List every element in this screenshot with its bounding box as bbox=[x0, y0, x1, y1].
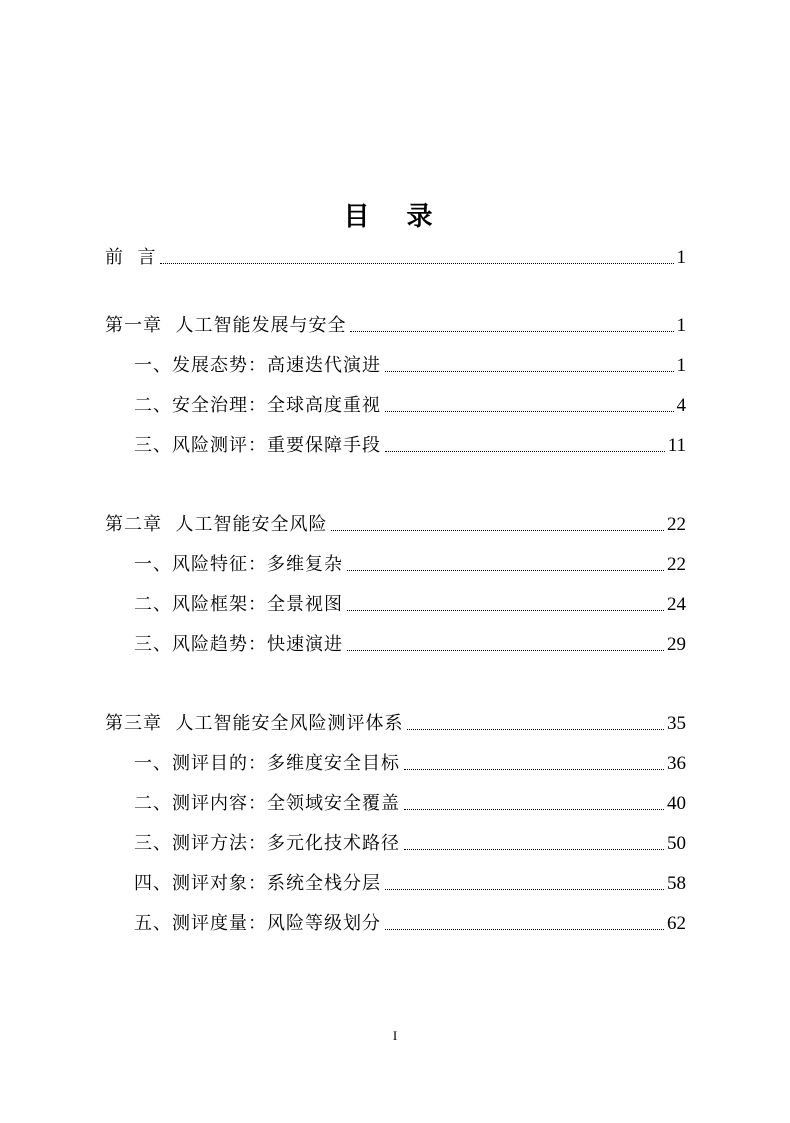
entry-page: 11 bbox=[667, 435, 686, 456]
leader-dots bbox=[385, 451, 665, 452]
toc-entry-chapter-2[interactable] bbox=[105, 512, 686, 538]
entry-page: 29 bbox=[667, 634, 686, 655]
page-number: I bbox=[392, 1028, 398, 1043]
leader-dots bbox=[385, 929, 664, 930]
toc-entry-section[interactable] bbox=[134, 393, 686, 419]
toc-entry-section[interactable] bbox=[134, 552, 686, 578]
leader-dots bbox=[385, 411, 674, 412]
entry-label: 五、测评度量：风险等级划分 bbox=[134, 913, 381, 934]
entry-page: 1 bbox=[676, 355, 686, 376]
toc-entry-section[interactable] bbox=[134, 751, 686, 777]
toc-entry-section[interactable] bbox=[134, 632, 686, 658]
entry-page: 40 bbox=[667, 793, 686, 814]
toc-entry-section[interactable] bbox=[134, 791, 686, 817]
toc-entry-preface[interactable] bbox=[105, 245, 686, 271]
leader-dots bbox=[404, 769, 664, 770]
entry-page: 58 bbox=[667, 873, 686, 894]
entry-page: 1 bbox=[676, 315, 686, 336]
entry-page: 35 bbox=[667, 713, 686, 734]
entry-label: 一、发展态势：高速迭代演进 bbox=[134, 355, 381, 376]
leader-dots bbox=[407, 729, 664, 730]
entry-label: 一、测评目的：多维度安全目标 bbox=[134, 753, 400, 774]
toc-title: 目 录 bbox=[343, 202, 447, 232]
entry-page: 36 bbox=[667, 753, 686, 774]
entry-label: 三、测评方法：多元化技术路径 bbox=[134, 833, 400, 854]
entry-page: 22 bbox=[667, 554, 686, 575]
entry-label: 二、安全治理：全球高度重视 bbox=[134, 395, 381, 416]
entry-page: 62 bbox=[667, 913, 686, 934]
toc-entry-section[interactable] bbox=[134, 911, 686, 937]
leader-dots bbox=[347, 570, 664, 571]
leader-dots bbox=[385, 371, 674, 372]
entry-label: 前 言 bbox=[105, 247, 157, 268]
toc-entry-section[interactable] bbox=[134, 433, 686, 459]
toc-entry-chapter-1[interactable] bbox=[105, 313, 686, 339]
leader-dots bbox=[404, 809, 664, 810]
entry-label: 第二章 人工智能安全风险 bbox=[105, 514, 328, 535]
entry-label: 二、风险框架：全景视图 bbox=[134, 594, 343, 615]
entry-label: 二、测评内容：全领域安全覆盖 bbox=[134, 793, 400, 814]
toc-entry-section[interactable] bbox=[134, 831, 686, 857]
leader-dots bbox=[350, 331, 673, 332]
entry-label: 三、风险测评：重要保障手段 bbox=[134, 435, 381, 456]
leader-dots bbox=[347, 610, 664, 611]
leader-dots bbox=[331, 530, 664, 531]
toc-entry-section[interactable] bbox=[134, 592, 686, 618]
toc-entry-section[interactable] bbox=[134, 871, 686, 897]
entry-page: 24 bbox=[667, 594, 686, 615]
entry-label: 第一章 人工智能发展与安全 bbox=[105, 315, 347, 336]
entry-page: 1 bbox=[676, 247, 686, 268]
entry-label: 一、风险特征：多维复杂 bbox=[134, 554, 343, 575]
leader-dots bbox=[404, 849, 664, 850]
entry-label: 第三章 人工智能安全风险测评体系 bbox=[105, 713, 404, 734]
entry-page: 4 bbox=[676, 395, 686, 416]
entry-page: 22 bbox=[667, 514, 686, 535]
entry-label: 三、风险趋势：快速演进 bbox=[134, 634, 343, 655]
leader-dots bbox=[385, 889, 664, 890]
toc-entry-section[interactable] bbox=[134, 353, 686, 379]
leader-dots bbox=[160, 263, 673, 264]
entry-label: 四、测评对象：系统全栈分层 bbox=[134, 873, 381, 894]
entry-page: 50 bbox=[667, 833, 686, 854]
leader-dots bbox=[347, 650, 664, 651]
toc-entry-chapter-3[interactable] bbox=[105, 711, 686, 737]
